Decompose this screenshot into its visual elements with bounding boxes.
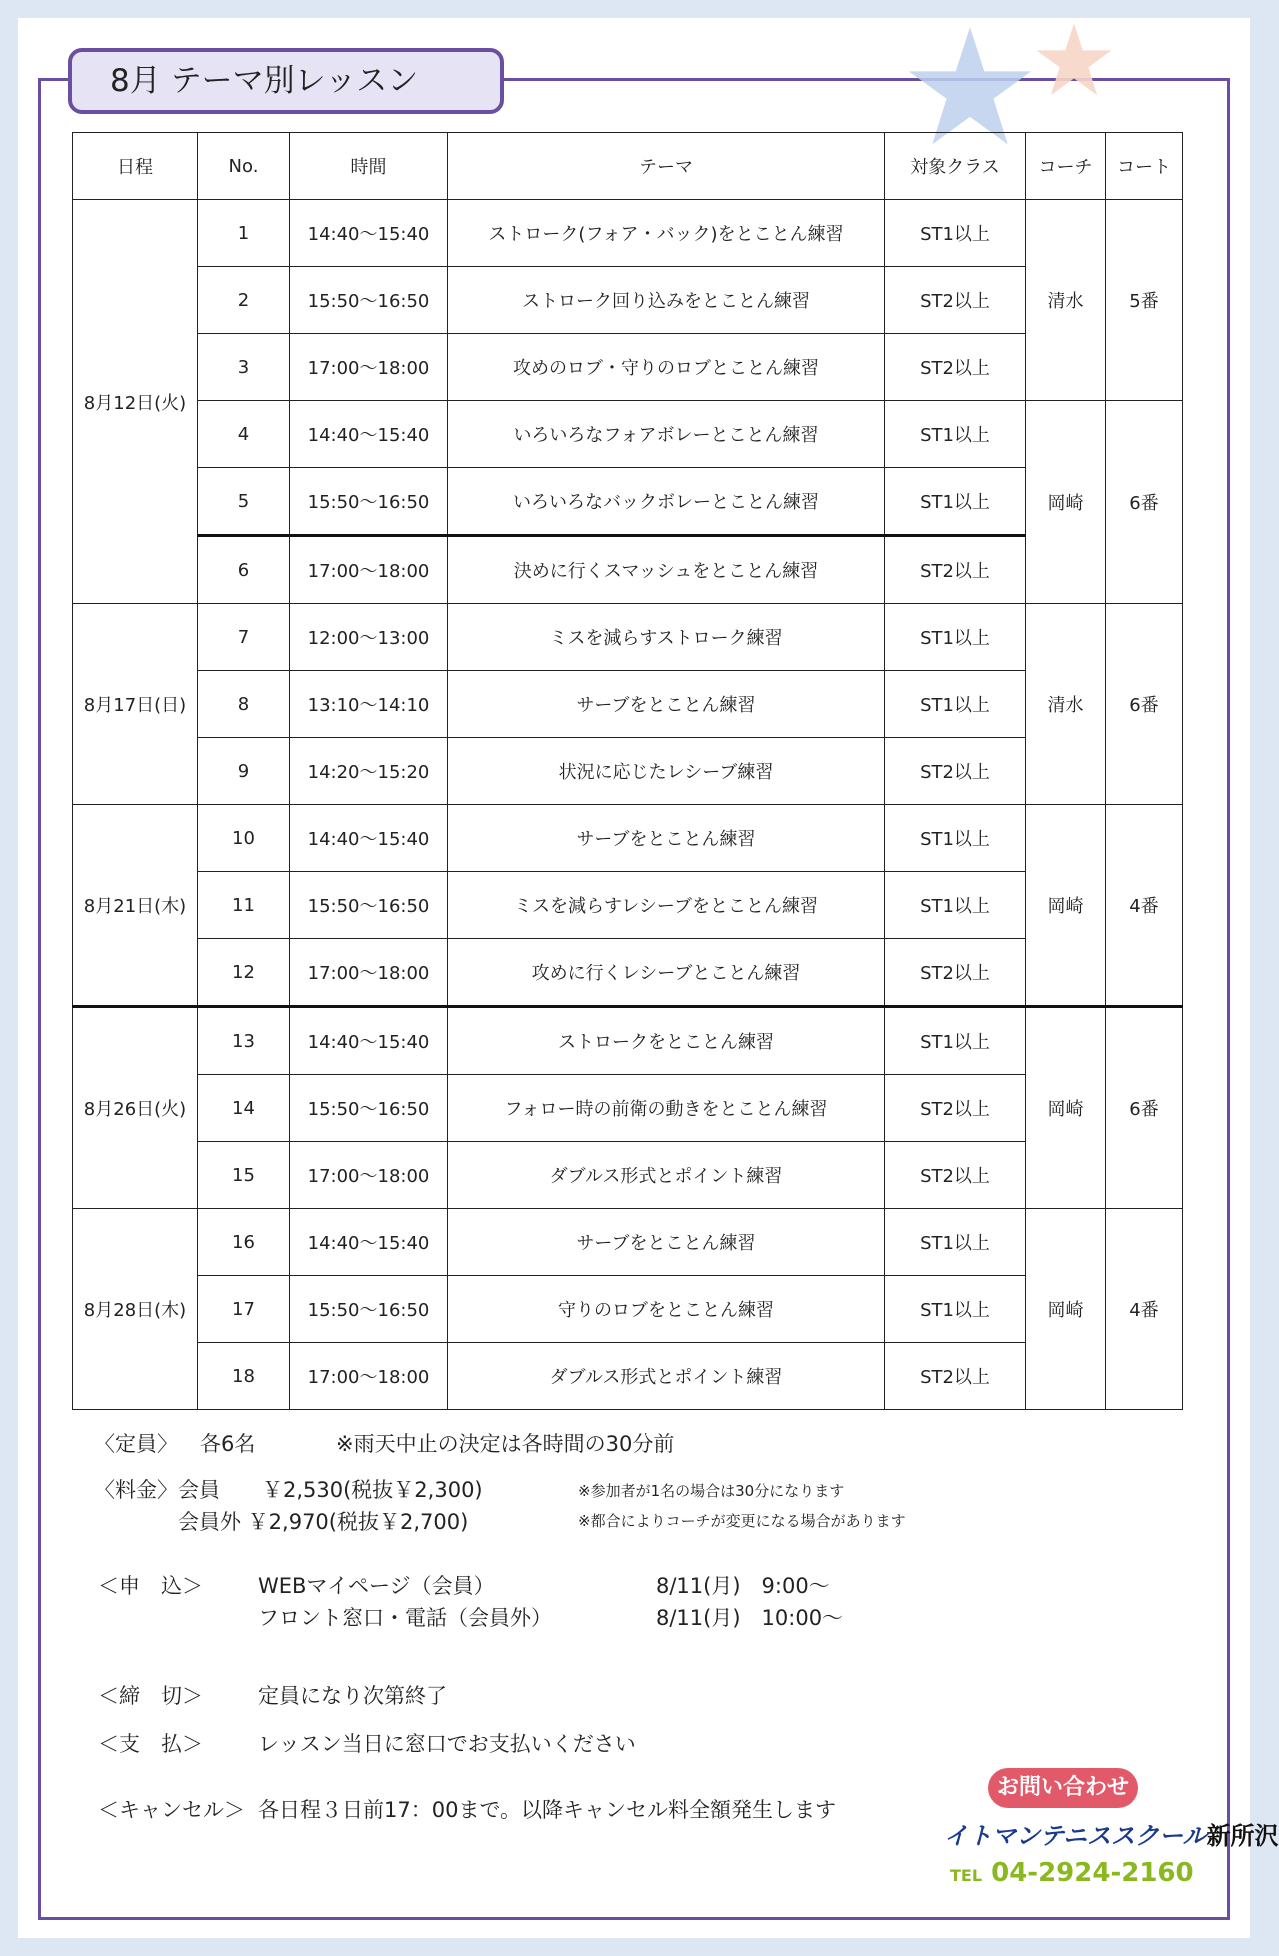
class-cell: ST1以上	[885, 401, 1026, 468]
theme-cell: ミスを減らすレシーブをとことん練習	[448, 872, 885, 939]
coach-cell: 岡崎	[1026, 1007, 1106, 1209]
theme-cell: サーブをとことん練習	[448, 805, 885, 872]
apply-label: ＜申 込＞	[98, 1574, 203, 1598]
no-cell: 6	[198, 536, 290, 604]
court-cell: 4番	[1106, 805, 1183, 1007]
table-row	[73, 267, 1183, 334]
deadline-label: ＜締 切＞	[98, 1684, 203, 1708]
class-cell: ST2以上	[885, 267, 1026, 334]
coach-cell: 清水	[1026, 604, 1106, 805]
payment-value: レッスン当日に窓口でお支払いください	[258, 1732, 636, 1756]
theme-cell: ダブルス形式とポイント練習	[448, 1343, 885, 1410]
time-cell: 15:50〜16:50	[290, 1075, 448, 1142]
theme-cell: いろいろなフォアボレーとことん練習	[448, 401, 885, 468]
cancel-label: ＜キャンセル＞	[98, 1798, 245, 1822]
theme-cell: 守りのロブをとことん練習	[448, 1276, 885, 1343]
header-time: 時間	[290, 133, 448, 200]
class-cell: ST1以上	[885, 1007, 1026, 1075]
table-row	[73, 1075, 1183, 1142]
no-cell: 12	[198, 939, 290, 1007]
class-cell: ST1以上	[885, 671, 1026, 738]
tel-prefix: TEL	[950, 1866, 983, 1885]
class-cell: ST2以上	[885, 536, 1026, 604]
tel-number: 04-2924-2160	[991, 1858, 1194, 1888]
table-row	[73, 401, 1183, 468]
header-class: 対象クラス	[885, 133, 1026, 200]
class-cell: ST1以上	[885, 1276, 1026, 1343]
table-row	[73, 468, 1183, 536]
time-cell: 17:00〜18:00	[290, 1343, 448, 1410]
school-name	[944, 1816, 1279, 1851]
court-cell: 5番	[1106, 200, 1183, 401]
class-cell: ST2以上	[885, 1343, 1026, 1410]
no-cell: 3	[198, 334, 290, 401]
table-row	[73, 334, 1183, 401]
table-row	[73, 1142, 1183, 1209]
fee-nonmember: 会員外 ￥2,970(税抜￥2,700)	[178, 1510, 469, 1534]
date-cell: 8月17日(日)	[73, 604, 198, 805]
coach-cell: 清水	[1026, 200, 1106, 401]
table-row	[73, 1209, 1183, 1276]
no-cell: 10	[198, 805, 290, 872]
court-cell: 6番	[1106, 401, 1183, 604]
date-cell: 8月12日(火)	[73, 200, 198, 604]
capacity-label: 〈定員〉	[94, 1432, 178, 1456]
contact-tel	[950, 1858, 1194, 1888]
header-theme: テーマ	[448, 133, 885, 200]
no-cell: 2	[198, 267, 290, 334]
schedule-table	[72, 132, 1183, 1410]
fee-member: 会員 ￥2,530(税抜￥2,300)	[178, 1478, 483, 1502]
table-row	[73, 872, 1183, 939]
table-row	[73, 738, 1183, 805]
theme-cell: いろいろなバックボレーとことん練習	[448, 468, 885, 536]
coach-cell: 岡崎	[1026, 401, 1106, 604]
class-cell: ST2以上	[885, 334, 1026, 401]
table-row	[73, 604, 1183, 671]
theme-cell: 決めに行くスマッシュをとことん練習	[448, 536, 885, 604]
no-cell: 7	[198, 604, 290, 671]
class-cell: ST1以上	[885, 468, 1026, 536]
time-cell: 14:20〜15:20	[290, 738, 448, 805]
theme-cell: ストロークをとことん練習	[448, 1007, 885, 1075]
court-cell: 6番	[1106, 604, 1183, 805]
fee-label: 〈料金〉	[94, 1478, 178, 1502]
theme-cell: ストローク回り込みをとことん練習	[448, 267, 885, 334]
no-cell: 16	[198, 1209, 290, 1276]
apply-front: フロント窓口・電話（会員外）	[258, 1606, 552, 1630]
contact-pill: お問い合わせ	[988, 1768, 1138, 1808]
cancel-value: 各日程３日前17：00まで。以降キャンセル料全額発生します	[258, 1798, 837, 1822]
court-cell: 6番	[1106, 1007, 1183, 1209]
fee-note-1: ※参加者が1名の場合は30分になります	[578, 1482, 845, 1500]
theme-cell: 攻めに行くレシーブとことん練習	[448, 939, 885, 1007]
table-row	[73, 536, 1183, 604]
time-cell: 13:10〜14:10	[290, 671, 448, 738]
theme-cell: フォロー時の前衛の動きをとことん練習	[448, 1075, 885, 1142]
table-row	[73, 1007, 1183, 1075]
page-title: 8月 テーマ別レッスン	[68, 48, 504, 114]
coach-cell: 岡崎	[1026, 805, 1106, 1007]
class-cell: ST1以上	[885, 1209, 1026, 1276]
no-cell: 15	[198, 1142, 290, 1209]
date-cell: 8月21日(木)	[73, 805, 198, 1007]
rain-note: ※雨天中止の決定は各時間の30分前	[336, 1432, 675, 1456]
capacity-value: 各6名	[200, 1432, 256, 1456]
deadline-value: 定員になり次第終了	[258, 1684, 447, 1708]
time-cell: 17:00〜18:00	[290, 1142, 448, 1209]
court-cell: 4番	[1106, 1209, 1183, 1410]
theme-cell: ミスを減らすストローク練習	[448, 604, 885, 671]
theme-cell: ストローク(フォア・バック)をとことん練習	[448, 200, 885, 267]
time-cell: 14:40〜15:40	[290, 1209, 448, 1276]
header-date: 日程	[73, 133, 198, 200]
time-cell: 15:50〜16:50	[290, 468, 448, 536]
class-cell: ST1以上	[885, 200, 1026, 267]
school-logo-text: イトマンテニススクール	[944, 1822, 1207, 1850]
table-row	[73, 1276, 1183, 1343]
time-cell: 15:50〜16:50	[290, 267, 448, 334]
apply-front-date: 8/11(月) 10:00〜	[656, 1606, 844, 1630]
no-cell: 13	[198, 1007, 290, 1075]
no-cell: 9	[198, 738, 290, 805]
time-cell: 14:40〜15:40	[290, 1007, 448, 1075]
time-cell: 14:40〜15:40	[290, 401, 448, 468]
class-cell: ST2以上	[885, 1142, 1026, 1209]
time-cell: 14:40〜15:40	[290, 200, 448, 267]
no-cell: 1	[198, 200, 290, 267]
header-court: コート	[1106, 133, 1183, 200]
theme-cell: ダブルス形式とポイント練習	[448, 1142, 885, 1209]
coach-cell: 岡崎	[1026, 1209, 1106, 1410]
class-cell: ST1以上	[885, 805, 1026, 872]
no-cell: 4	[198, 401, 290, 468]
apply-web-date: 8/11(月) 9:00〜	[656, 1574, 830, 1598]
fee-note-2: ※都合によりコーチが変更になる場合があります	[578, 1512, 906, 1530]
table-row	[73, 671, 1183, 738]
time-cell: 17:00〜18:00	[290, 536, 448, 604]
date-cell: 8月28日(木)	[73, 1209, 198, 1410]
table-header-row	[73, 133, 1183, 200]
time-cell: 15:50〜16:50	[290, 1276, 448, 1343]
theme-cell: 状況に応じたレシーブ練習	[448, 738, 885, 805]
apply-web: WEBマイページ（会員）	[258, 1574, 495, 1598]
time-cell: 17:00〜18:00	[290, 334, 448, 401]
table-row	[73, 805, 1183, 872]
time-cell: 15:50〜16:50	[290, 872, 448, 939]
no-cell: 11	[198, 872, 290, 939]
time-cell: 17:00〜18:00	[290, 939, 448, 1007]
no-cell: 17	[198, 1276, 290, 1343]
star-small-icon	[1032, 20, 1116, 100]
payment-label: ＜支 払＞	[98, 1732, 203, 1756]
header-no: No.	[198, 133, 290, 200]
time-cell: 12:00〜13:00	[290, 604, 448, 671]
class-cell: ST2以上	[885, 1075, 1026, 1142]
no-cell: 5	[198, 468, 290, 536]
no-cell: 14	[198, 1075, 290, 1142]
table-row	[73, 939, 1183, 1007]
date-cell: 8月26日(火)	[73, 1007, 198, 1209]
class-cell: ST1以上	[885, 872, 1026, 939]
class-cell: ST1以上	[885, 604, 1026, 671]
header-coach: コーチ	[1026, 133, 1106, 200]
table-row	[73, 1343, 1183, 1410]
class-cell: ST2以上	[885, 738, 1026, 805]
theme-cell: サーブをとことん練習	[448, 1209, 885, 1276]
theme-cell: サーブをとことん練習	[448, 671, 885, 738]
table-row	[73, 200, 1183, 267]
time-cell: 14:40〜15:40	[290, 805, 448, 872]
branch-name: 新所沢	[1206, 1822, 1279, 1850]
no-cell: 8	[198, 671, 290, 738]
theme-cell: 攻めのロブ・守りのロブとことん練習	[448, 334, 885, 401]
class-cell: ST2以上	[885, 939, 1026, 1007]
no-cell: 18	[198, 1343, 290, 1410]
contact-block	[944, 1768, 1279, 1908]
